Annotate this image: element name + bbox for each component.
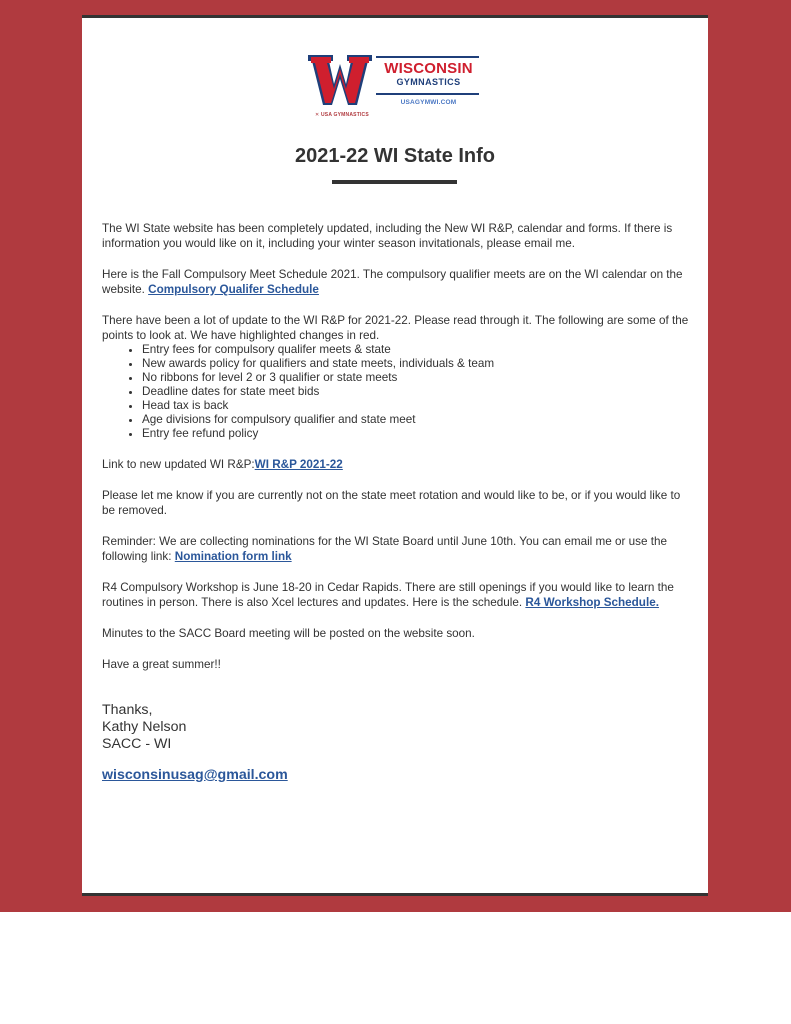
w-logo-icon	[308, 55, 372, 105]
paragraph-nominations	[102, 534, 690, 564]
signature-thanks: Thanks,	[102, 702, 153, 718]
document-body	[102, 221, 690, 784]
paragraph-closing: Have a great summer!!	[102, 658, 221, 671]
list-item: • Head tax is back	[142, 399, 690, 413]
document-card	[82, 15, 708, 896]
usa-gymnastics-mark: ✕ USA GYMNASTICS	[315, 112, 369, 118]
paragraph-rotation: Please let me know if you are currently not on the state meet rotation and would like to be, or if you would like to be removed.	[102, 489, 681, 517]
signature-email-link[interactable]: wisconsinusag@gmail.com	[102, 767, 288, 783]
logo-wordmark-wisconsin: WISCONSIN	[384, 60, 473, 77]
paragraph-text: Link to new updated WI R&P:	[102, 458, 255, 471]
paragraph-workshop	[102, 580, 690, 610]
paragraph-text: Here is the Fall Compulsory Meet Schedule 2021. The compulsory qualifier meets are on the WI calendar on the website.	[102, 268, 683, 296]
paragraph-rp-link	[102, 457, 690, 472]
list-item: • No ribbons for level 2 or 3 qualifier or state meets	[142, 371, 690, 385]
paragraph-minutes: Minutes to the SACC Board meeting will be posted on the website soon.	[102, 627, 475, 640]
logo-rule-top	[376, 56, 479, 58]
paragraph-rp-updates: There have been a lot of update to the WI R&P for 2021-22. Please read through it. The following are some of the points to look at. We have highlighted changes in red.	[102, 314, 689, 342]
list-item: • Age divisions for compulsory qualifier and state meet	[142, 413, 690, 427]
workshop-schedule-link[interactable]: R4 Workshop Schedule.	[525, 596, 659, 609]
page-title: 2021-22 WI State Info	[294, 145, 496, 167]
list-item: • Deadline dates for state meet bids	[142, 385, 690, 399]
title-divider	[332, 180, 457, 184]
wisconsin-gymnastics-logo	[308, 55, 484, 127]
logo-url: USAGYMWI.COM	[400, 99, 457, 106]
list-item: • New awards policy for qualifiers and state meets, individuals & team	[142, 357, 690, 371]
nomination-form-link[interactable]: Nomination form link	[174, 550, 292, 563]
logo-rule-bottom	[376, 93, 479, 95]
list-item: • Entry fee refund policy	[142, 427, 690, 441]
rp-update-list	[102, 343, 690, 441]
paragraph-compulsory-schedule	[102, 267, 690, 297]
paragraph-text: R4 Compulsory Workshop is June 18-20 in Cedar Rapids. There are still openings if you would like to learn the routines in person. There is also Xcel lectures and updates. Here is the schedule.	[102, 581, 674, 609]
paragraph-text: Reminder: We are collecting nominations for the WI State Board until June 10th. You can email me or use the following link:	[102, 535, 667, 563]
signature-name: Kathy Nelson	[102, 719, 187, 735]
signature-block	[102, 702, 690, 784]
list-item: • Entry fees for compulsory qualifer meets & state	[142, 343, 690, 357]
paragraph-website-update: The WI State website has been completely updated, including the New WI R&P, calendar and forms. If there is information you would like on it, including your winter season invitationals, please email me.	[102, 222, 673, 250]
logo-wordmark-gymnastics: GYMNASTICS	[396, 77, 461, 87]
wi-rp-link[interactable]: WI R&P 2021-22	[254, 458, 343, 471]
signature-role: SACC - WI	[102, 736, 172, 752]
compulsory-schedule-link[interactable]: Compulsory Qualifer Schedule	[148, 283, 319, 296]
